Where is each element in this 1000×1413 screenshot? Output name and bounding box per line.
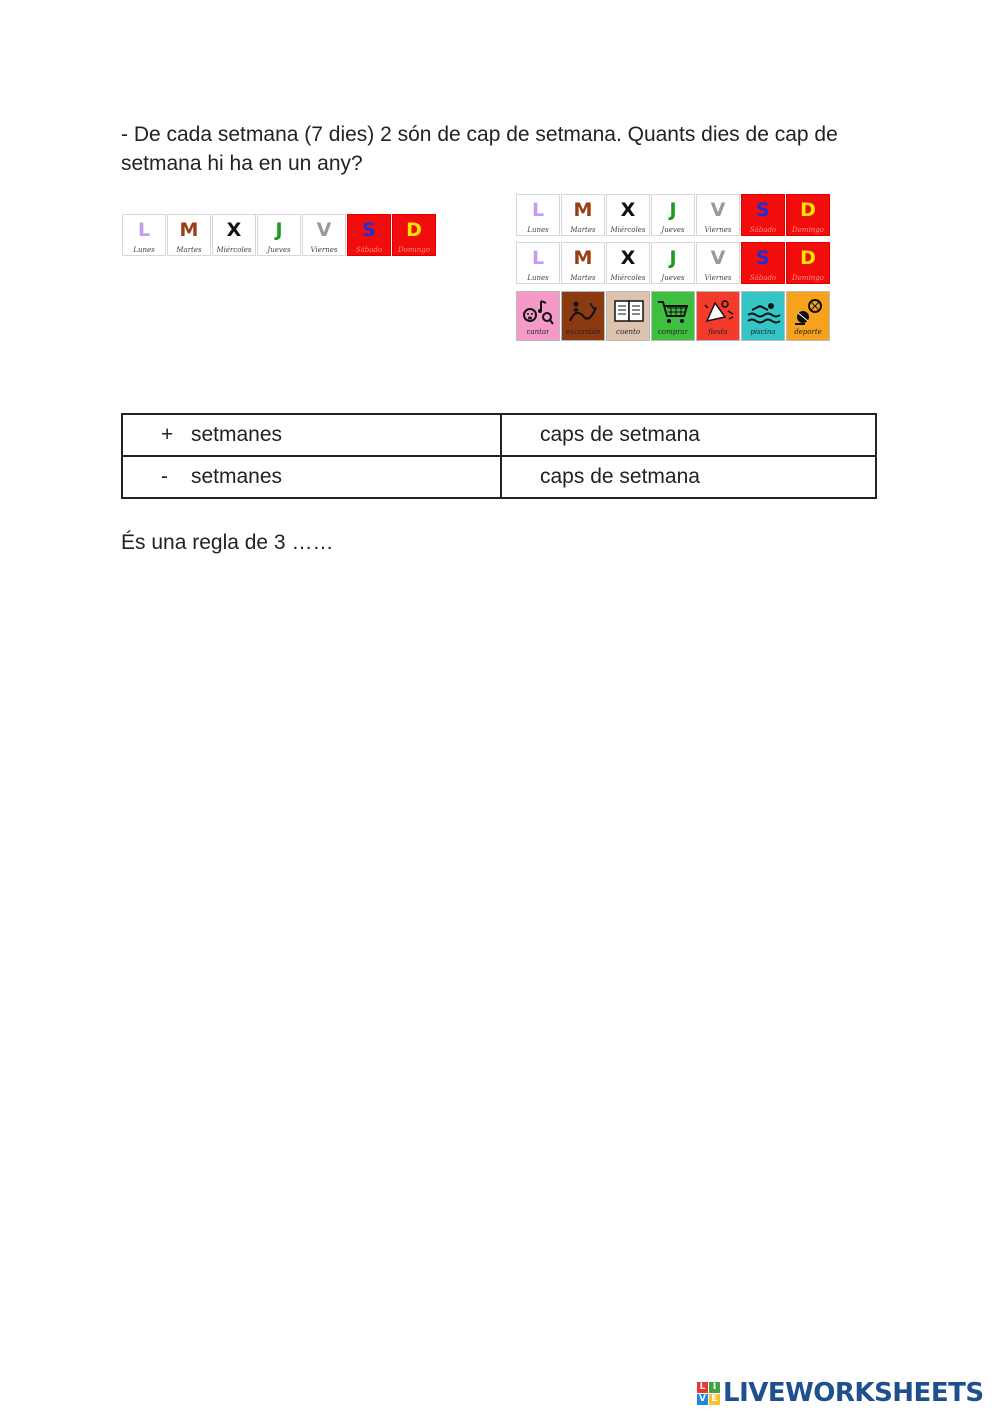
day-card	[257, 214, 301, 256]
mountain-path-icon	[564, 295, 602, 327]
day-name: Miércoles	[610, 274, 646, 282]
activity-card	[516, 291, 560, 341]
activity-card	[786, 291, 830, 341]
day-letter: V	[710, 247, 726, 269]
weeks-cell	[122, 456, 501, 498]
day-name: Viernes	[704, 274, 732, 282]
day-card	[741, 194, 785, 236]
day-letter: D	[800, 199, 816, 221]
weeks-label: setmanes	[191, 465, 283, 488]
day-card	[347, 214, 391, 256]
day-letter: D	[406, 219, 422, 241]
day-letter: D	[800, 247, 816, 269]
day-letter: J	[669, 199, 677, 221]
day-card	[786, 242, 830, 284]
day-name: Jueves	[267, 246, 291, 254]
day-letter: M	[179, 219, 199, 241]
activity-label: deporte	[794, 328, 822, 336]
activity-card	[741, 291, 785, 341]
day-card	[167, 214, 211, 256]
day-letter: J	[669, 247, 677, 269]
rule-of-three-table	[121, 413, 877, 499]
day-card	[651, 242, 695, 284]
weeks-label: setmanes	[191, 423, 283, 446]
plus-sign: +	[161, 423, 174, 446]
liveworksheets-logo[interactable]	[697, 1378, 984, 1408]
week-strip	[516, 242, 831, 284]
day-name: Jueves	[661, 274, 685, 282]
day-letter: M	[573, 199, 593, 221]
day-name: Sábado	[749, 226, 777, 234]
day-card	[696, 242, 740, 284]
day-letter: X	[620, 199, 636, 221]
day-name: Lunes	[527, 274, 549, 282]
day-letter: X	[620, 247, 636, 269]
weeks-cell	[122, 414, 501, 456]
table-row	[122, 456, 876, 498]
day-name: Miércoles	[216, 246, 252, 254]
day-name: Lunes	[133, 246, 155, 254]
day-card	[741, 242, 785, 284]
sports-ball-icon	[789, 295, 827, 327]
day-card	[606, 194, 650, 236]
day-name: Sábado	[355, 246, 383, 254]
activity-label: piscina	[750, 328, 776, 336]
swimmer-icon	[744, 295, 782, 327]
day-name: Martes	[176, 246, 202, 254]
day-name: Lunes	[527, 226, 549, 234]
day-name: Viernes	[704, 226, 732, 234]
day-letter: V	[316, 219, 332, 241]
day-letter: J	[275, 219, 283, 241]
question-text: - De cada setmana (7 dies) 2 són de cap de setmana. Quants dies de cap de setmana hi ha en un any?	[121, 123, 838, 175]
day-letter: S	[756, 199, 770, 221]
activity-label: fiesta	[708, 328, 728, 336]
activity-card	[651, 291, 695, 341]
day-letter: S	[362, 219, 376, 241]
day-card	[302, 214, 346, 256]
activity-label: cantar	[526, 328, 550, 336]
brand-logo-letter: I	[709, 1382, 720, 1393]
day-letter: M	[573, 247, 593, 269]
day-name: Martes	[570, 226, 596, 234]
day-letter: L	[531, 247, 545, 269]
day-card	[651, 194, 695, 236]
brand-logo-letter: V	[697, 1394, 708, 1405]
weekends-label: caps de setmana	[540, 423, 700, 446]
minus-sign: -	[161, 465, 168, 488]
activity-card	[696, 291, 740, 341]
day-name: Martes	[570, 274, 596, 282]
day-card	[786, 194, 830, 236]
week-strip	[122, 214, 437, 256]
activity-label: cuento	[615, 328, 641, 336]
weekends-cell	[501, 414, 876, 456]
week-strip	[516, 194, 831, 236]
day-letter: L	[531, 199, 545, 221]
day-card	[212, 214, 256, 256]
day-card	[122, 214, 166, 256]
day-name: Sábado	[749, 274, 777, 282]
brand-logo-letter: L	[697, 1382, 708, 1393]
table-row	[122, 414, 876, 456]
weekends-label: caps de setmana	[540, 465, 700, 488]
activity-label: comprar	[657, 328, 689, 336]
day-name: Jueves	[661, 226, 685, 234]
day-card	[516, 194, 560, 236]
day-letter: V	[710, 199, 726, 221]
activity-card	[561, 291, 605, 341]
day-card	[696, 194, 740, 236]
activity-strip	[516, 291, 831, 341]
day-name: Domingo	[792, 274, 824, 282]
day-card	[392, 214, 436, 256]
book-icon	[609, 295, 647, 327]
day-card	[606, 242, 650, 284]
day-card	[561, 242, 605, 284]
day-name: Domingo	[792, 226, 824, 234]
brand-name: LIVEWORKSHEETS	[723, 1378, 984, 1408]
day-letter: X	[226, 219, 242, 241]
day-name: Domingo	[398, 246, 430, 254]
rule-of-three-note: És una regla de 3 ……	[121, 531, 334, 554]
party-icon	[699, 295, 737, 327]
activity-label: excursión	[565, 328, 601, 336]
shopping-cart-icon	[654, 295, 692, 327]
day-name: Miércoles	[610, 226, 646, 234]
day-letter: S	[756, 247, 770, 269]
day-name: Viernes	[310, 246, 338, 254]
music-note-icon	[519, 295, 557, 327]
day-card	[561, 194, 605, 236]
day-card	[516, 242, 560, 284]
brand-logo-icon	[697, 1382, 720, 1405]
activity-card	[606, 291, 650, 341]
weekends-cell	[501, 456, 876, 498]
brand-logo-letter: E	[709, 1394, 720, 1405]
day-letter: L	[137, 219, 151, 241]
